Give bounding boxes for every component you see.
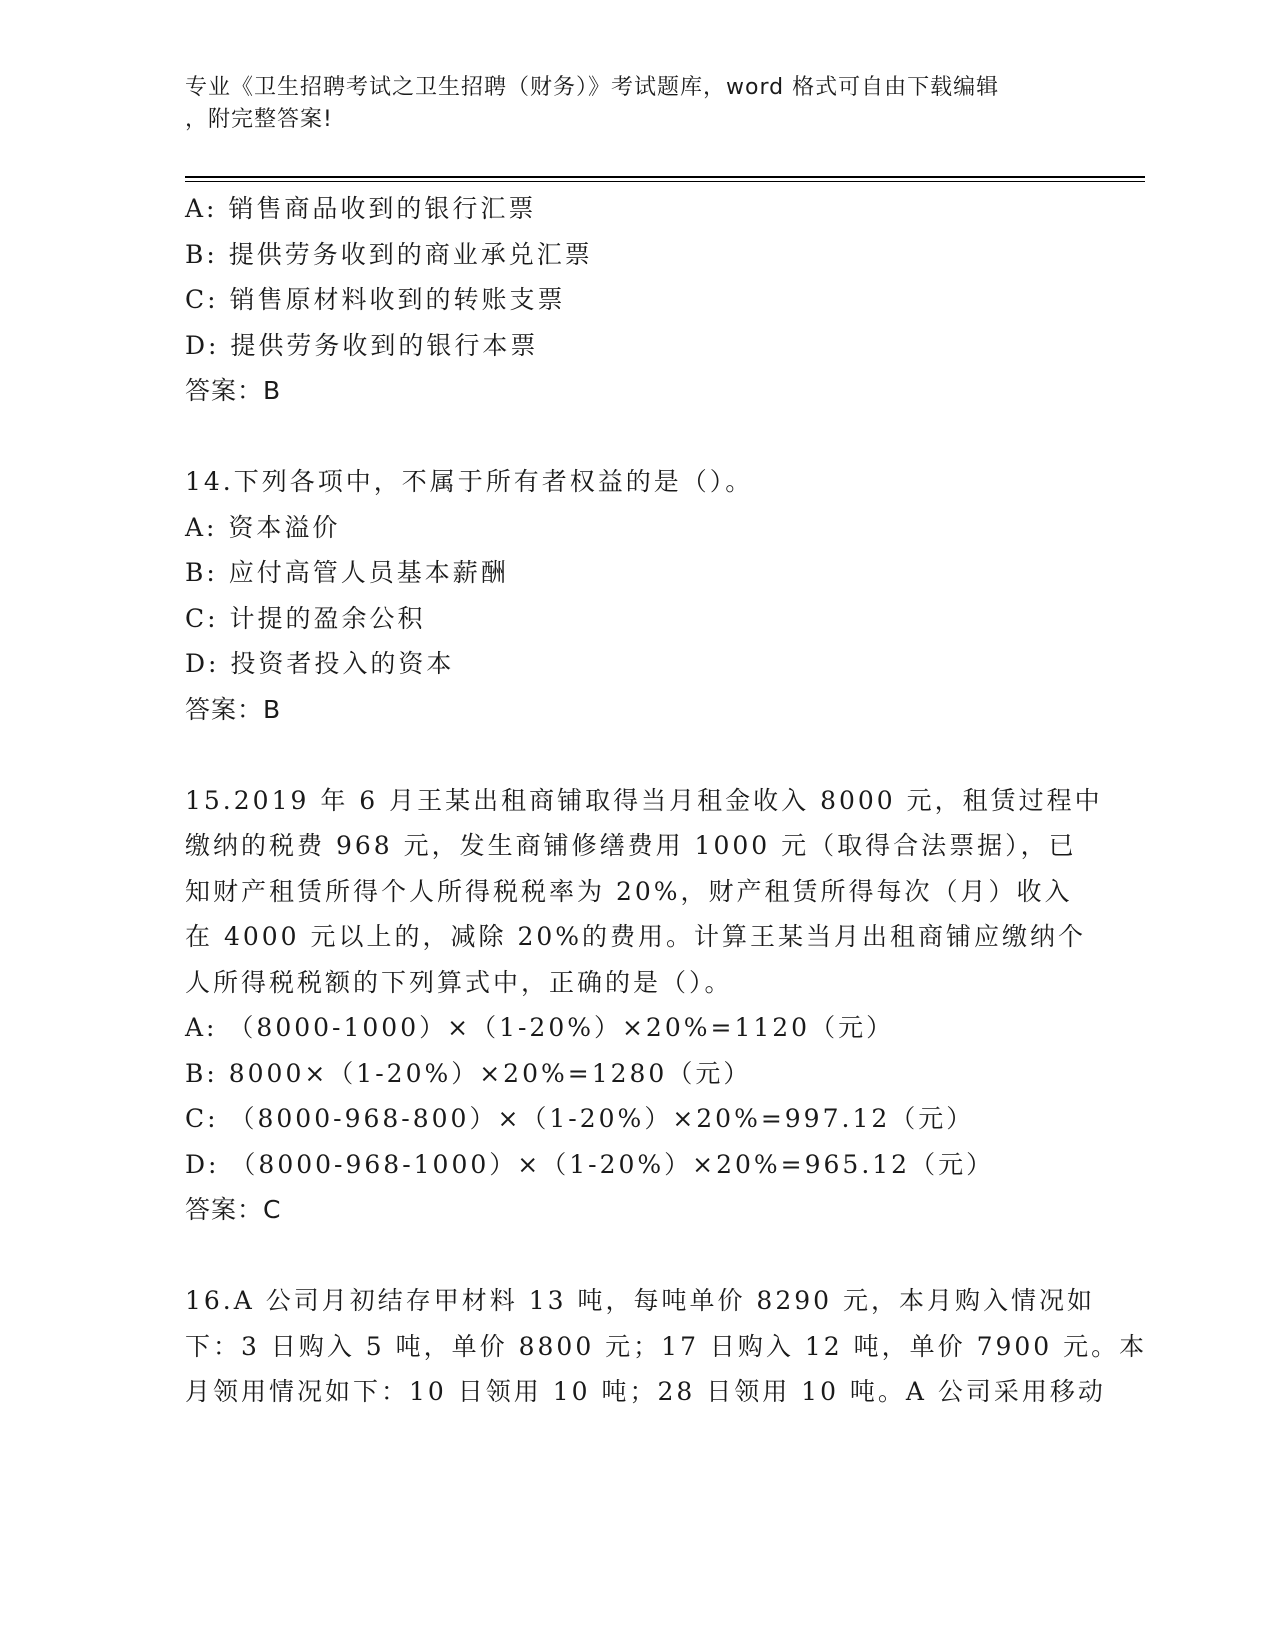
answer-line: 答案：B [185, 376, 282, 405]
option-a: A: 销售商品收到的银行汇票 [185, 194, 537, 223]
answer-line: 答案：B [185, 694, 282, 724]
option-c: C: 销售原材料收到的转账支票 [185, 285, 566, 314]
option-a: A: （8000-1000）×（1-20%）×20%=1120（元） [185, 1013, 895, 1042]
question-list [185, 186, 1148, 1415]
option-a: A: 资本溢价 [185, 512, 341, 542]
question-stem-line: 在 4000 元以上的，减除 20%的费用。计算王某当月出租商铺应缴纳个 [185, 922, 1087, 951]
option-d: D: 提供劳务收到的银行本票 [185, 330, 539, 360]
question-stem-line: 人所得税税额的下列算式中，正确的是（）。 [185, 967, 733, 997]
question-stem-line: 月领用情况如下：10 日领用 10 吨；28 日领用 10 吨。A 公司采用移动 [185, 1377, 1106, 1406]
spacer [185, 1233, 1085, 1279]
question-16 [185, 1278, 1148, 1415]
option-c: C: 计提的盈余公积 [185, 603, 426, 633]
option-b: B: 8000×（1-20%）×20%=1280（元） [185, 1058, 752, 1088]
question-14 [185, 459, 1085, 732]
header-line-2: ，附完整答案! [185, 107, 333, 132]
question-stem-line: 下：3 日购入 5 吨，单价 8800 元；17 日购入 12 吨，单价 7900 元。本 [185, 1331, 1148, 1361]
option-d: D: （8000-968-1000）×（1-20%）×20%=965.12（元） [185, 1149, 995, 1179]
question-stem-line: 16.A 公司月初结存甲材料 13 吨，每吨单价 8290 元，本月购入情况如 [185, 1286, 1095, 1315]
spacer [185, 414, 1085, 460]
spacer [185, 732, 1085, 778]
option-b: B: 应付高管人员基本薪酬 [185, 558, 509, 587]
option-b: B: 提供劳务收到的商业承兑汇票 [185, 239, 593, 269]
question-stem-line: 14.下列各项中，不属于所有者权益的是（）。 [185, 467, 754, 496]
question-13 [185, 186, 1085, 414]
question-15 [185, 778, 1103, 1233]
option-c: C: （8000-968-800）×（1-20%）×20%=997.12（元） [185, 1104, 975, 1133]
page-header [185, 72, 1065, 136]
question-stem-line: 15.2019 年 6 月王某出租商铺取得当月租金收入 8000 元，租赁过程中 [185, 785, 1103, 815]
answer-line: 答案：C [185, 1195, 282, 1224]
question-stem-line: 缴纳的税费 968 元，发生商铺修缮费用 1000 元（取得合法票据），已 [185, 831, 1077, 860]
header-line-1: 专业《卫生招聘考试之卫生招聘（财务）》考试题库，word 格式可自由下载编辑 [185, 75, 1000, 100]
header-rule-thin [185, 181, 1145, 182]
question-stem-line: 知财产租赁所得个人所得税税率为 20%，财产租赁所得每次（月）收入 [185, 876, 1073, 906]
option-d: D: 投资者投入的资本 [185, 649, 455, 678]
header-rule-thick [185, 176, 1145, 178]
